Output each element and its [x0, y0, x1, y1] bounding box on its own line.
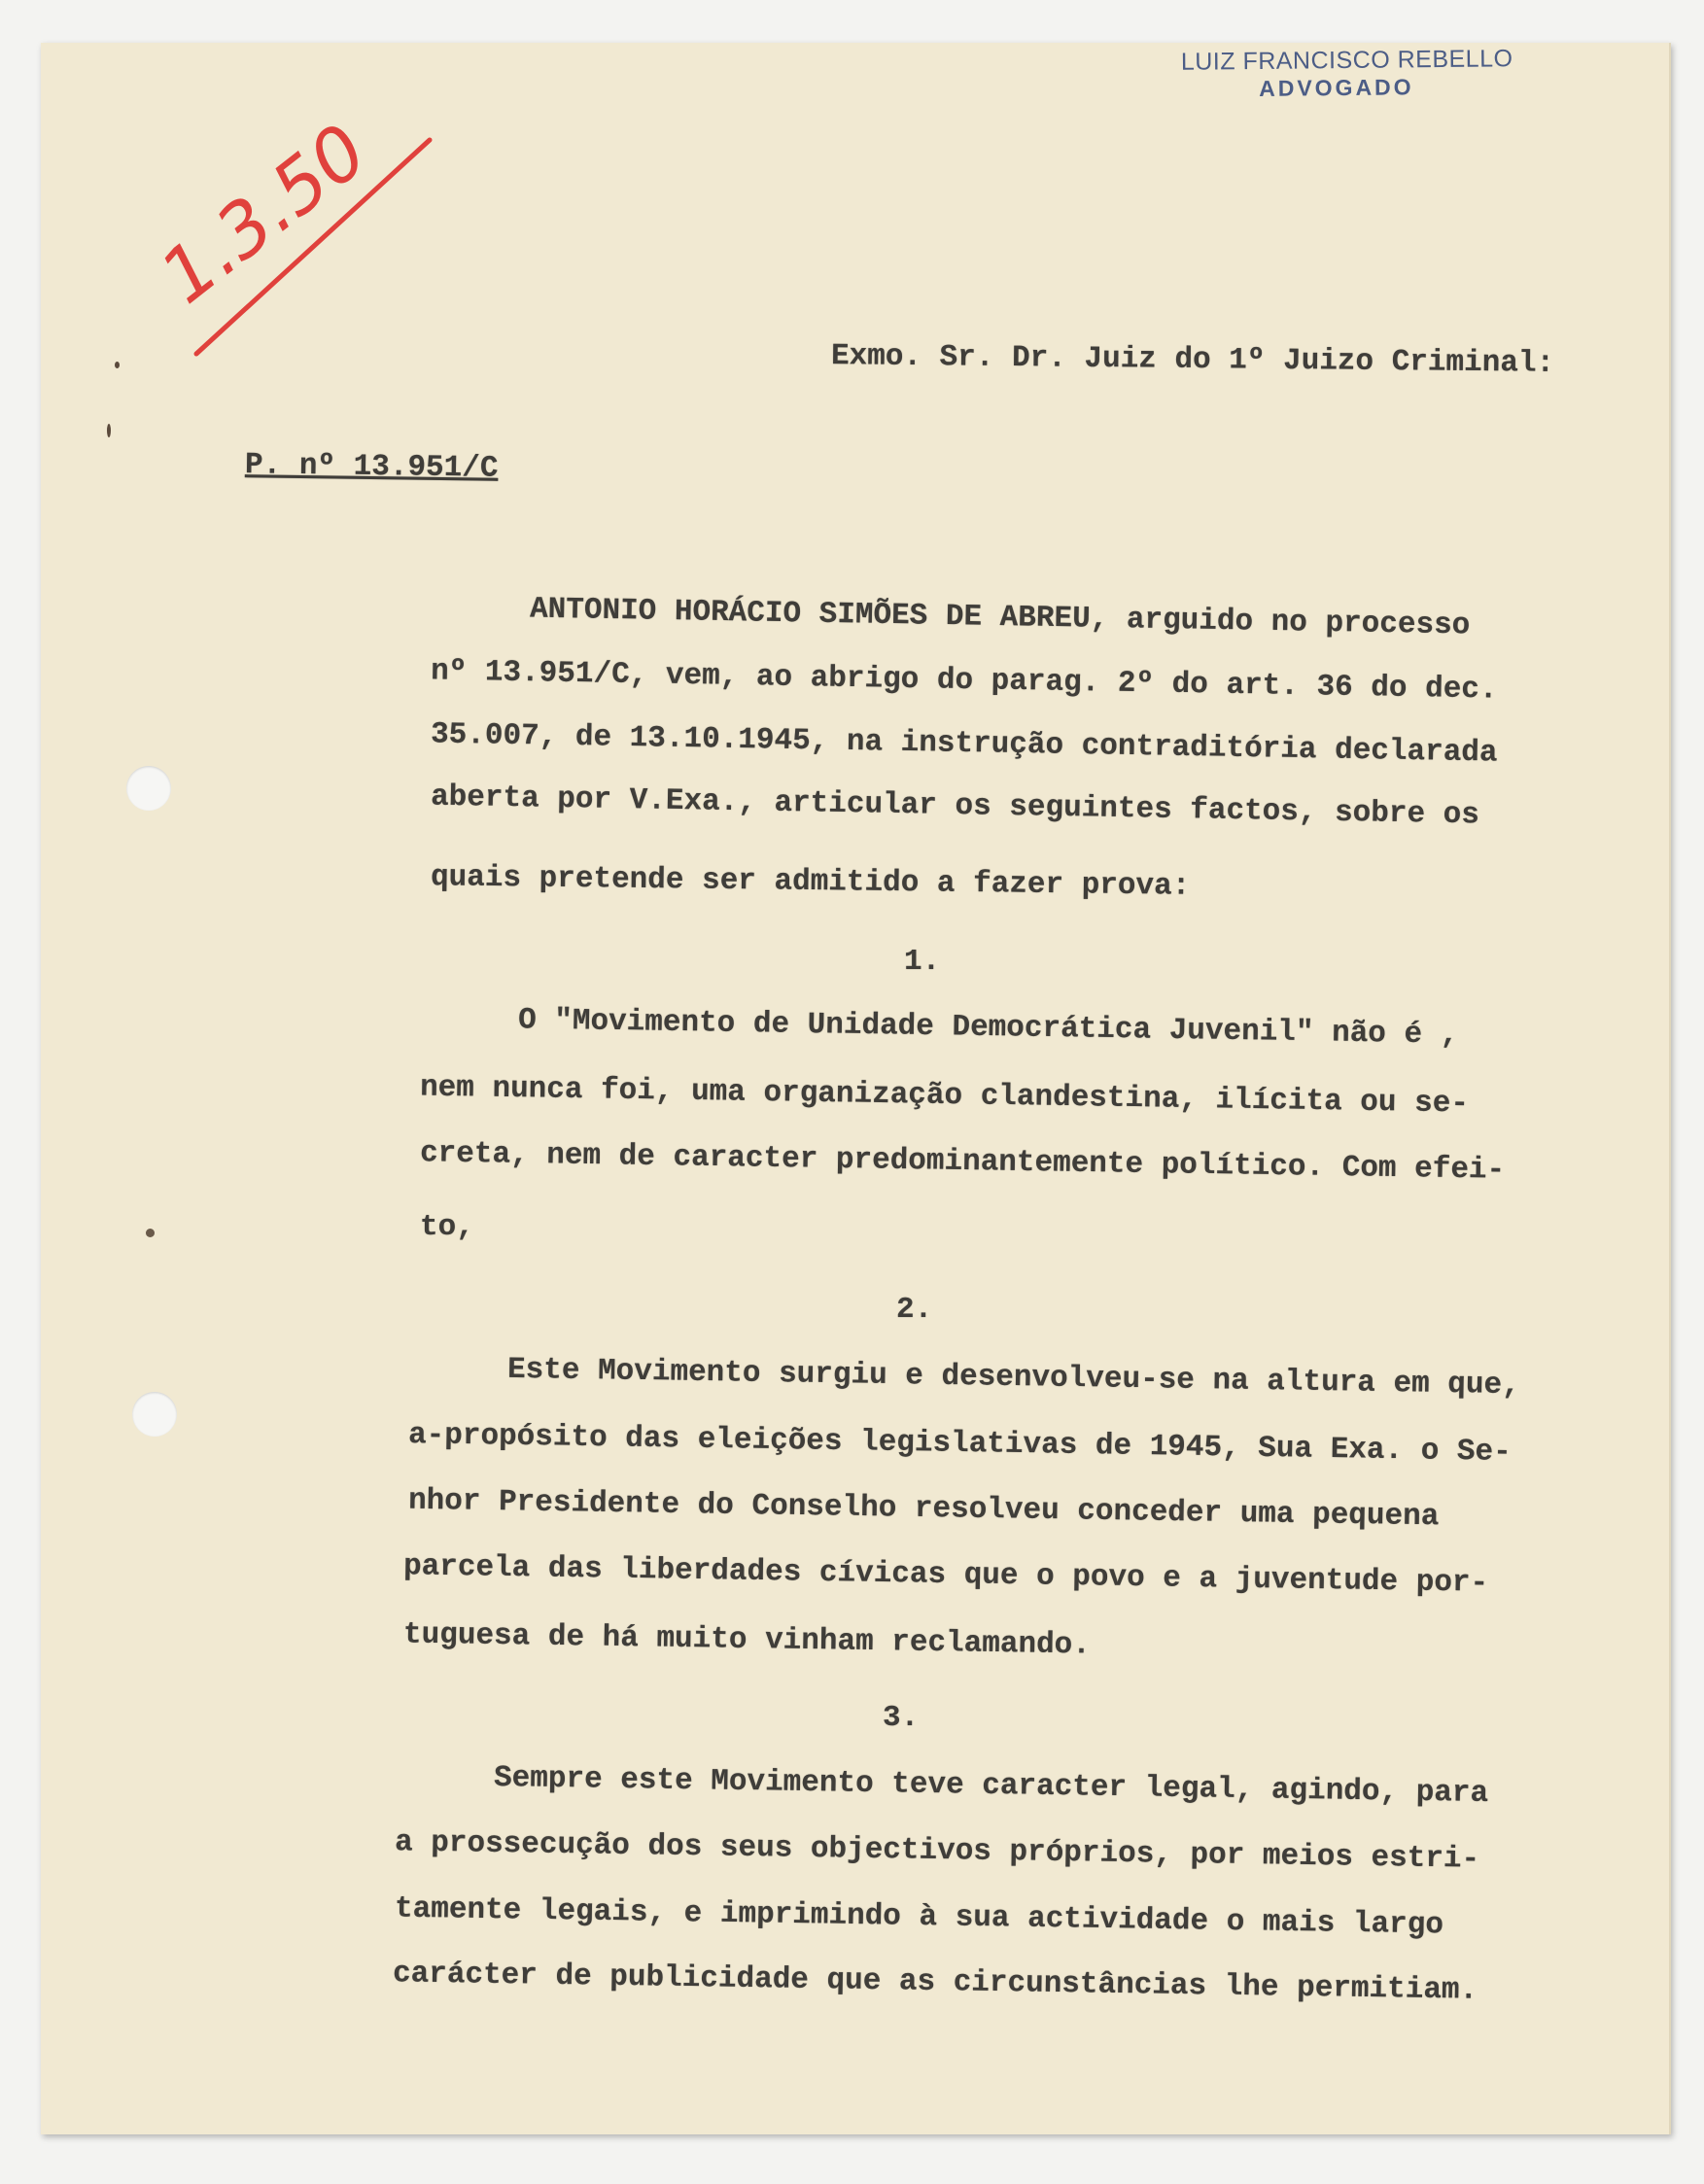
- article-line: creta, nem de caracter predominantemente político. Com efei-: [419, 1136, 1506, 1188]
- article-line: Sempre este Movimento teve caracter legal, agindo, para: [493, 1760, 1489, 1812]
- article-line: a-propósito das eleições legislativas de 1945, Sua Exa. o Se-: [407, 1418, 1513, 1470]
- intro-line: aberta por V.Exa., articular os seguintes factos, sobre os: [430, 780, 1480, 833]
- intro-line: quais pretende ser admitido a fazer prova:: [430, 860, 1191, 904]
- intro-line: nº 13.951/C, vem, ao abrigo do parag. 2º do art. 36 do dec.: [430, 654, 1498, 708]
- red-date-text: 1.3.50: [144, 107, 383, 321]
- article-line: carácter de publicidade que as circunstâncias lhe permitiam.: [392, 1957, 1478, 2008]
- intro-line: 35.007, de 13.10.1945, na instrução contraditória declarada: [430, 717, 1498, 771]
- article-line: nhor Presidente do Conselho resolveu conceder uma pequena: [407, 1483, 1440, 1535]
- article-number: 2.: [896, 1293, 933, 1327]
- ink-speck: [146, 1229, 155, 1237]
- article-line: tamente legais, e imprimindo à sua actividade o mais largo: [394, 1891, 1444, 1943]
- ink-speck: [107, 424, 111, 437]
- lawyer-stamp: [1181, 45, 1513, 103]
- stamp-name: LUIZ FRANCISCO REBELLO: [1180, 45, 1513, 76]
- article-line: Este Movimento surgiu e desenvolveu-se na altura em que,: [506, 1352, 1520, 1404]
- punch-hole-bottom: [132, 1392, 177, 1437]
- article-line: a prossecução dos seus objectivos próprios, por meios estri-: [394, 1825, 1480, 1877]
- article-line: O "Movimento de Unidade Democrática Juvenil" não é ,: [517, 1003, 1459, 1053]
- article-line: tuguesa de há muito vinham reclamando.: [402, 1617, 1092, 1663]
- addressee-line: Exmo. Sr. Dr. Juiz do 1º Juizo Criminal:: [830, 339, 1555, 381]
- punch-hole-top: [126, 766, 171, 811]
- article-number: 1.: [904, 945, 941, 979]
- article-line: nem nunca foi, uma organização clandestina, ilícita ou se-: [419, 1070, 1470, 1122]
- red-pencil-annotation: [117, 97, 447, 408]
- article-line: parcela das liberdades cívicas que o povo e a juventude por-: [402, 1549, 1489, 1601]
- article-number: 3.: [883, 1701, 920, 1735]
- intro-line: ANTONIO HORÁCIO SIMÕES DE ABREU, arguido no processo: [529, 592, 1471, 643]
- stamp-title: ADVOGADO: [1259, 74, 1414, 101]
- article-line: to,: [420, 1210, 474, 1244]
- red-annotation-drawing: [117, 97, 447, 408]
- process-reference: P. nº 13.951/C: [244, 448, 499, 486]
